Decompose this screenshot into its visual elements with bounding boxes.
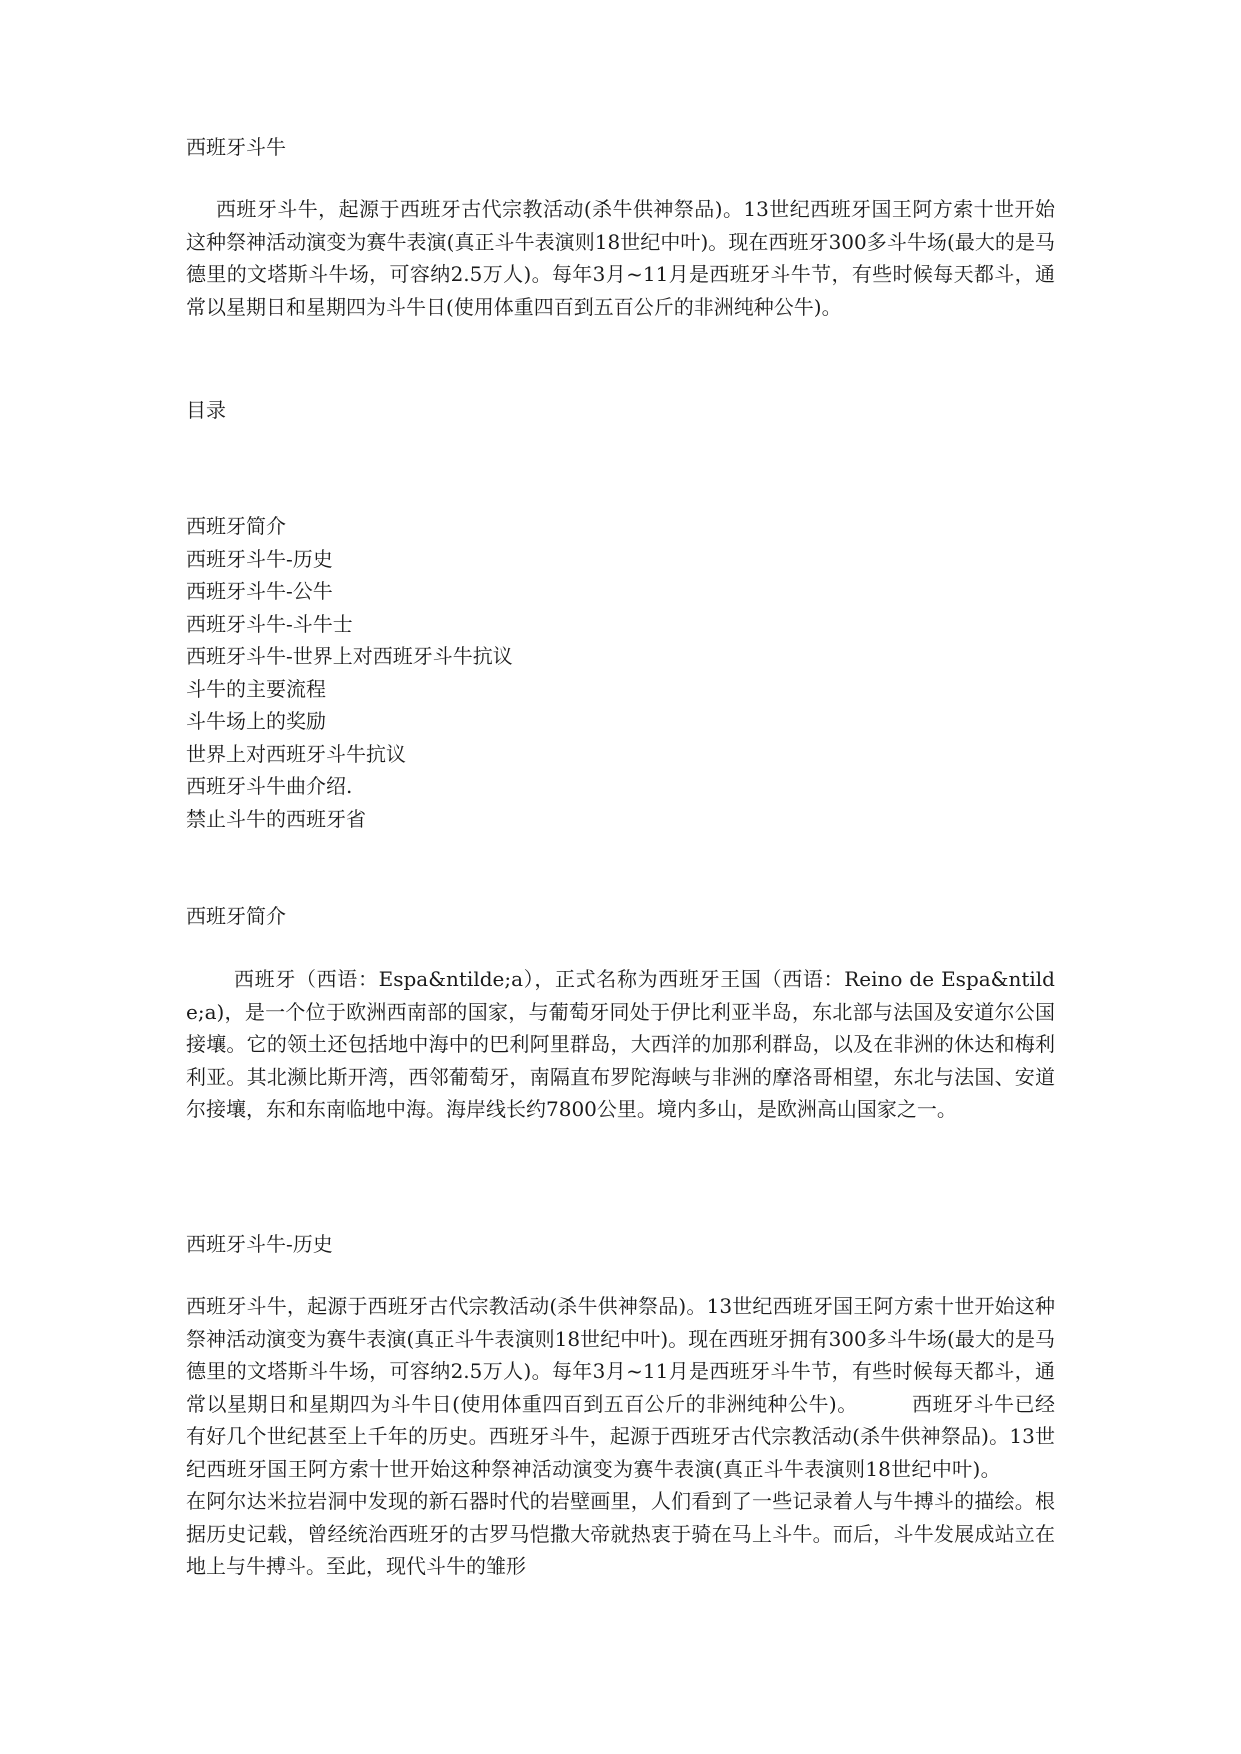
toc-title: 目录 bbox=[186, 398, 226, 422]
history-text-part3: 在阿尔达米拉岩洞中发现的新石器时代的岩壁画里，人们看到了一些记录着人与牛搏斗的描绘。根据历史记载，曾经统治西班牙的古罗马恺撒大帝就热衷于骑在马上斗牛。而后，斗牛发展成站立在地上与牛搏斗。至此，现代斗牛的雏形 bbox=[186, 1489, 1055, 1578]
toc-item-bull: 西班牙斗牛-公牛 bbox=[186, 579, 333, 603]
toc-item-world-protest: 西班牙斗牛-世界上对西班牙斗牛抗议 bbox=[186, 644, 513, 668]
section-heading-history: 西班牙斗牛-历史 bbox=[186, 1232, 333, 1256]
document-title: 西班牙斗牛 bbox=[186, 135, 286, 159]
toc-item-main-process: 斗牛的主要流程 bbox=[186, 676, 326, 701]
toc-item-music: 西班牙斗牛曲介绍. bbox=[186, 774, 353, 798]
intro-paragraph: 西班牙斗牛，起源于西班牙古代宗教活动(杀牛供神祭品)。13世纪西班牙国王阿方索十世开始这种祭神活动演变为赛牛表演(真正斗牛表演则18世纪中叶)。现在西班牙300多斗牛场(最大的是马德里的文塔斯斗牛场，可容纳2.5万人)。每年3月~11月是西班牙斗牛节，有些时候每天都斗，通常以星期日和星期四为斗牛日(使用体重四百到五百公斤的非洲纯种公牛)。 bbox=[186, 197, 1055, 319]
section-body-history bbox=[186, 1290, 1055, 1583]
history-text-part1: 西班牙斗牛，起源于西班牙古代宗教活动(杀牛供神祭品)。13世纪西班牙国王阿方索十世开始这种祭神活动演变为赛牛表演(真正斗牛表演则18世纪中叶)。现在西班牙拥有300多斗牛场(最大的是马德里的文塔斯斗牛场，可容纳2.5万人)。每年3月~11月是西班牙斗牛节，有些时候每天都斗，通常以星期日和星期四为斗牛日(使用体重四百到五百公斤的非洲纯种公牛)。 bbox=[186, 1294, 1055, 1416]
section-body-spain-intro: 西班牙（西语：Espa&ntilde;a），正式名称为西班牙王国（西语：Reino de Espa&ntilde;a)，是一个位于欧洲西南部的国家，与葡萄牙同处于伊比利亚半岛，东北部与法国及安道尔公国接壤。它的领土还包括地中海中的巴利阿里群岛，大西洋的加那利群岛，以及在非洲的休达和梅利利亚。其北濒比斯开湾，西邻葡萄牙，南隔直布罗陀海峡与非洲的摩洛哥相望，东北与法国、安道尔接壤，东和东南临地中海。海岸线长约7800公里。境内多山，是欧洲高山国家之一。 bbox=[186, 967, 1055, 1121]
toc-list bbox=[186, 510, 513, 835]
toc-item-history: 西班牙斗牛-历史 bbox=[186, 546, 333, 571]
toc-item-protests: 世界上对西班牙斗牛抗议 bbox=[186, 741, 406, 766]
toc-item-matador: 西班牙斗牛-斗牛士 bbox=[186, 611, 353, 636]
section-heading-spain-intro: 西班牙简介 bbox=[186, 904, 286, 928]
history-text-part2: 西班牙斗牛已经有好几个世纪甚至上千年的历史。西班牙斗牛，起源于西班牙古代宗教活动(杀牛供神祭品)。13世纪西班牙国王阿方索十世开始这种祭神活动演变为赛牛表演(真正斗牛表演则18世纪中叶)。 bbox=[186, 1391, 1055, 1481]
toc-item-spain-intro: 西班牙简介 bbox=[186, 514, 286, 538]
toc-item-banned-provinces: 禁止斗牛的西班牙省 bbox=[186, 806, 366, 831]
toc-item-rewards: 斗牛场上的奖励 bbox=[186, 709, 326, 733]
